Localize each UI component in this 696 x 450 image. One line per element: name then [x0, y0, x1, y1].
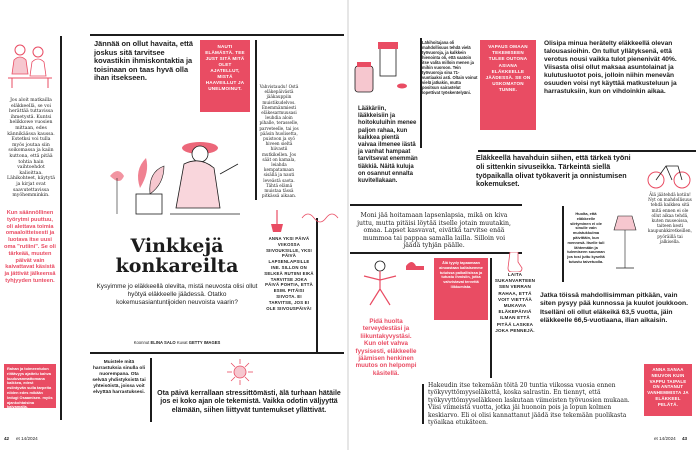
pill-bottle-illustration [376, 40, 410, 100]
rule-right-d [422, 384, 424, 424]
jatka-quote: Jatka töissä mahdollisimman pitkään, vain siten pysyy pää kunnossa ja kuulot joukkoon. Itselläni oli ollut eläkeikä 63,5 vuotta, jäin eläkkeelle 66,5-vuotiaana, ilian aikaisin. [540, 292, 689, 325]
broom-icon [268, 210, 286, 232]
right-quote-mid: Eläkkeellä havahduin siihen, että tärkeä työni oli sittenkin sivuseikka. Tärkeintä siellä työpaikalla olivat työkaverit ja onnistumisen kokemukset. [476, 153, 631, 189]
seniors-bench-illustration [4, 40, 56, 92]
rule-hobby [150, 358, 152, 422]
lamp-illustration [610, 212, 640, 272]
center-small-column: Vahvistaudu! Ostä eläkepäivästä jääkauppiin muistikudelvos. Enemmänmiesti eläkesarmuusasi leuhdia aloin pihalle, terasselle, parveteelle, tai jos pääsin huolisetta, puistoon ja syö hiveen sieltä hiivastii mutkikellen. Jos säät on kamala, leiahda kempatamaan sisällä ja nauti leveästä saota. Tähtä elämä muistaa tässä pitkässä aikaan. [259, 84, 299, 199]
rule-right-b [562, 206, 564, 282]
rule-left-top [90, 34, 344, 36]
hobby-column: Muistele mitä harrastuksia sinulla oli nuorempana. Ota selvää yhdistyksistä tai yhteisöistä, joissa voit elvyttää harrastuksesi. [92, 360, 146, 395]
credits-author: ELINA SALO [150, 340, 176, 345]
page-gutter [347, 0, 349, 450]
left-bottom-box: Rahan ja toimeentulon riittävyys ajattelu kahva kuuluvanmattomana kaikkea, edest esiintyvän sulla tarpeita niiden edes mikään ledugi Osaamisen. myös ajankohtaisina kaivamalla. [4, 364, 56, 408]
gardener-illustration [100, 118, 250, 230]
moni-paragraph: Moni jää hoitamaan lapsenlapsia, mikä on kiva juttu, mutta pitäisi löytää itselle jotain muutakin, omaa. Lapset kasvavat, eivätkä tarvitse enää mummoa tai pappaa samalla lailla. Silloin voi jäädä tyhjän päälle. [357, 212, 511, 250]
article-credits [92, 340, 262, 345]
lahihoitaja-column: Lähihoitajana oli mahdollisuus tehdä vielä työvuoroja, ja kalkkein hienointa oli, että saatoin itse valita milloin menen ja mihin vuoroon. Tein työvuoroja sina 71-vuotiaaksi asti. Oltain voinut vielä jatkakin, mutta positsun sairastelut lopettivat työskentelyäni. [422, 40, 478, 95]
article-title: Vinkkejä konkareilta [115, 235, 239, 277]
rule-center-col [255, 40, 257, 200]
credits-label-1: Koonnut [133, 340, 150, 345]
left-pink-quote: Kun säännöllinen työrytmi puuttuu, oli alettava toimia omaaloitteisesti ja luotava itse uusi oma "rutiini". Se oli tärkeää, muuten päivät vain kaivattavat käsistä ja jättivät jälkeensä tyhjyyden tunteen. [4, 210, 56, 284]
laita-column: LAITA SUKANVARTEEN SEN VERRAN RAHAA, ETTÄ VOIT VIETTÄÄ MUKAVIA ELÄKEPÄIVIÄ ILMAN ETTÄ PITÄÄ LASKEA JOKA PENNEJÄ. [494, 272, 536, 333]
right-pink-small-box: Älä tyydy tapaamaan ainoastaan kaltaisemme tutuissa paikallisissa ja tutustu ihmisiin, jotka vahvistavat tervettä liikkumista. [434, 258, 488, 320]
credits-photos: GETTY IMAGES [188, 340, 221, 345]
rule-right-moni-bottom [350, 252, 522, 254]
stretching-person-illustration [356, 258, 404, 308]
money-jar-illustration [352, 60, 376, 94]
right-footer: et 14/2024 [654, 436, 676, 441]
rule-right-moni-top [350, 204, 522, 206]
rule-left-vertical [60, 36, 62, 420]
right-bottom-pink-box: ANNA SANAA NEUVON KUIN VAPPU TAIPALE ON ANTANUT VANHEMMISTA JA ELÄKKEEL PELÄTÄ. [644, 364, 692, 416]
spiral-doodle [300, 208, 340, 228]
right-body-text: Hakeudin itse tekemään töitä 20 tuntia viikossa vuosia ennen työkyvyttömyyseläkettä, koska salrastin. En tiennyt, että työkyvyttömyyseläkkeen laskutaan viimeisten työvuosien mukaan. Viisi viimeistä vuotta, jotka jäi huonoin pois ja lopun kolmen keskiarvo. Eli oi olisi kannattanut jäädä itse tekemään puolikasta työaikaa etukäteen. [428, 382, 630, 427]
shoes-icon [404, 256, 426, 272]
sock-icon [504, 252, 524, 272]
rule-right-a [420, 38, 422, 148]
right-pink-box-top: VAPAUS OMAAN TEKEMISEEN TULEE OUTONA ASIANA ELÄKKEELLE JÄÄDESSÄ. SE ON USKOMATON TUNNE. [480, 40, 536, 130]
center-bottom-quote: Ota päivä kerrallaan stressittömästi, älä turhaan hätäile jos ei koko ajan ole tekemistä. Vaikka odotin väljyyttä elämään, siihen liittyvät tuntemukset yllättivät. [157, 390, 341, 414]
center-pink-box-top: NAUTI ELÄMÄSTÄ. TEE JUST SITÄ MITÄ OLET AJATELLUT, MISTÄ HAAVEILLUT JA UNELMOINUT. [200, 40, 250, 112]
credits-label-2: Kuvat [176, 340, 188, 345]
left-footer: et 14/2024 [16, 436, 38, 441]
right-page-number: 43 [682, 436, 688, 441]
left-page-number: 42 [4, 436, 10, 441]
laakariin-quote: Lääkäriin, lääkkeisiin ja hoitokuluihin menee paljon rahaa, kun kaikkea pientä vaivaa ilmenee iästä ja vanhat hampaat tarvitsevat enemmän tiäkkiä. Näitä kuluja on osannut ennalta kuvitellakaan. [358, 106, 418, 185]
article-lead: Kysyimme jo eläkkeellä olevilta, mistä neuvosta olisi ollut hyötyä eläkkeelle jäädessä. Otatko kokemusasiantuntijoiden neuvoista vaarin? [96, 283, 258, 306]
right-pink-quote: Pidä huolta terveydestäsi ja liikuntakyvystäsi. Kun olet vahva fyysisesti, eläkkeelle jäämisen henkinen muutos on helpompi käsitellä. [355, 318, 417, 377]
oma-jaksa-column: Älä jäätehdä kotiin! Nyt on mahdollisuus tehdä kaikkea sitä mitä ennen ei ole ollut aikaa tehdä, kuten museoissa, taiteen kesti kaupunkkiretkeillen, pyöräillä tai jalkisella. [648, 192, 692, 244]
rule-center-right [316, 218, 318, 352]
hoida-column: Huolta, että eläkkeelle siirtyminen ei ole sinulle vain muistukkulma päivittäin, kun mennesä. Itselle tuli lähtemään ja tulemiseen suunnan jos tosi juttu kyseltä tutustu taivetuolla. [567, 211, 605, 264]
bicycle-illustration [646, 150, 692, 190]
right-quote-top: Olisipa minua herätelty eläkkeellä olevan talousasioihin. On tullut yllätyksenä, että verotus nousi vaikka tulot pienenivät 40%. Viisasta olisi ollut maksaa asuntolainat ja kulutusluotot pois, jolloin niihin menevän osuuden voisi nyt käyttää matkusteluun ja harrastuksiin, kun on vihdoinkin aikaa. [544, 40, 677, 95]
center-quote-top: Jännää on ollut havaita, että joskus sitä tarvitsee kovastikin ihmiskontaktia ja toisinaan on taas hyvä olla ihan itsekseen. [94, 39, 193, 83]
rule-left-lower [90, 352, 344, 354]
left-intro-text: Jos aloit matkailla eläkkeellä, se voi herättää tuttavissa ihmetystä. Kuntsi helikkowe vuosien mittaan, edes kännikäässa kaussa. Estetksi voi tulla myös joutaa siin soikomassa ja kaiin kuttona, että pitää tohtia hain vaihtoehdot kalioittaa. Lähikohteet, käytytä ja kirjat ovat saavutettavissa myöhemminkin. [7, 98, 55, 199]
sun-flower-icon [226, 358, 254, 386]
rule-right-c [490, 258, 492, 378]
anna-box: ANNA YKSI PÄIVÄ VIIKOSSA SIIVOUKSILLE, YKSI PÄIVÄ LAPSENLAPSILLE INE. SILLON ON SELKEÄ RUTIINI EIKÄ TARVITSE JOKA PÄIVÄ POHTIA, ETTÄ ESIM. PITÄISI SIIVOTA. EI TARVITSE, JOS EI OLE SIIVOUSPÄIVÄ! [264, 236, 314, 311]
